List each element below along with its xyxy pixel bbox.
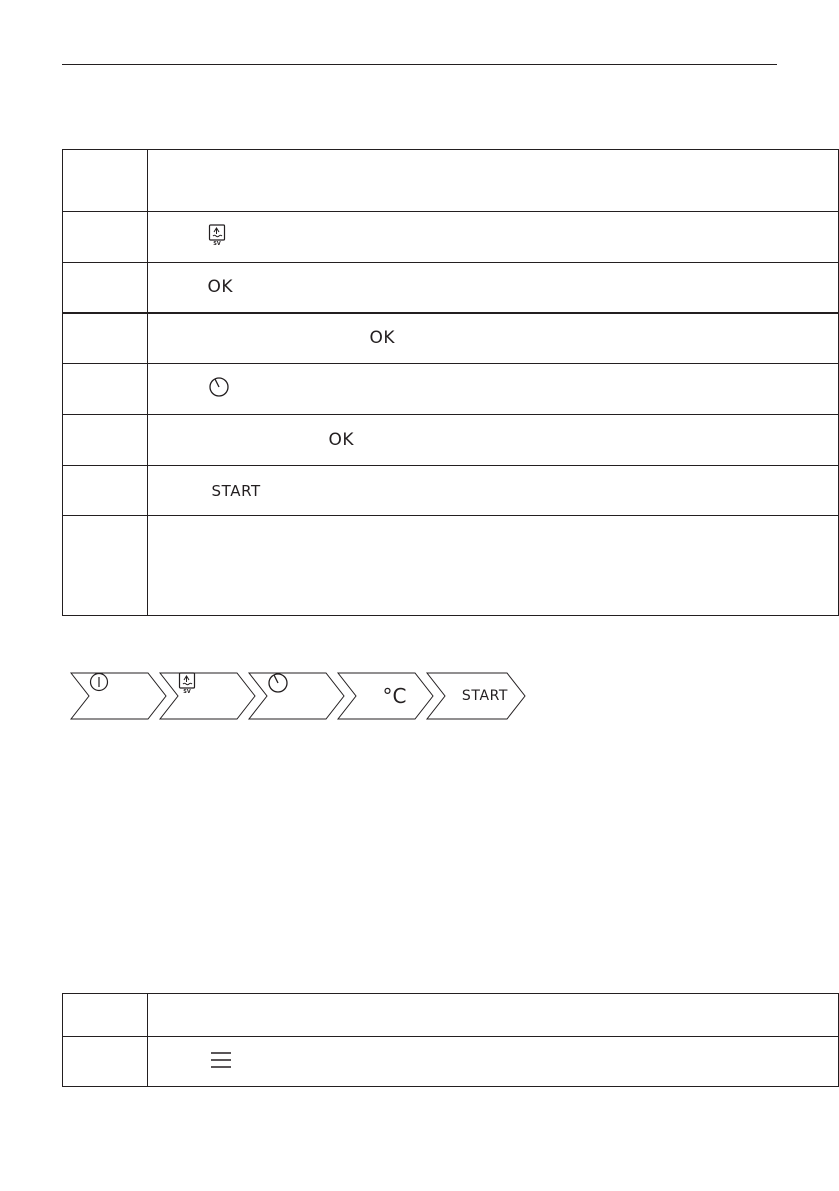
sous-vide-icon (208, 224, 228, 250)
menu-icon (210, 1050, 232, 1074)
step-number-cell (63, 263, 148, 313)
step-number-cell (63, 150, 148, 212)
ok-label: OK (328, 430, 355, 450)
table-row (63, 1037, 839, 1087)
table-row (63, 466, 839, 516)
svg-text:SV: SV (212, 241, 221, 246)
table-row (63, 263, 839, 313)
step-text-cell (147, 150, 838, 212)
step-text-cell (147, 1037, 838, 1087)
step-number-cell (63, 415, 148, 466)
table-row (63, 313, 839, 364)
table-row (63, 415, 839, 466)
step-number-cell (63, 364, 148, 415)
step-number-cell (63, 516, 148, 616)
step-text-cell (147, 263, 838, 313)
step-number-cell (63, 1037, 148, 1087)
svg-text:SV: SV (183, 689, 191, 694)
step-text-cell (147, 516, 838, 616)
step-number-cell (63, 313, 148, 364)
ok-label: OK (207, 277, 234, 298)
top-rule (62, 64, 777, 65)
step-number-cell (63, 212, 148, 263)
sequence-step-timer (267, 672, 344, 720)
step-text-cell (147, 364, 838, 415)
step-number-cell (63, 994, 148, 1037)
sequence-step-start (445, 672, 525, 720)
steps-table-2 (62, 993, 839, 1087)
step-number-cell (63, 466, 148, 516)
step-text-cell (147, 313, 838, 364)
step-text-cell (147, 415, 838, 466)
start-label: START (211, 482, 261, 500)
sequence-step-sous-vide (178, 672, 255, 720)
table-row (63, 212, 839, 263)
temperature-icon: °C (382, 684, 407, 708)
ok-label: OK (369, 328, 396, 349)
step-text-cell (147, 466, 838, 516)
start-label: START (461, 688, 509, 704)
timer-icon (208, 376, 230, 402)
table-row (63, 994, 839, 1037)
sequence-step-temperature (356, 672, 433, 720)
table-row (63, 150, 839, 212)
table-row (63, 364, 839, 415)
steps-table-1 (62, 149, 839, 616)
table-row (63, 516, 839, 616)
step-text-cell (147, 212, 838, 263)
sequence-step-power (89, 672, 166, 720)
button-sequence (70, 672, 530, 720)
step-text-cell (147, 994, 838, 1037)
